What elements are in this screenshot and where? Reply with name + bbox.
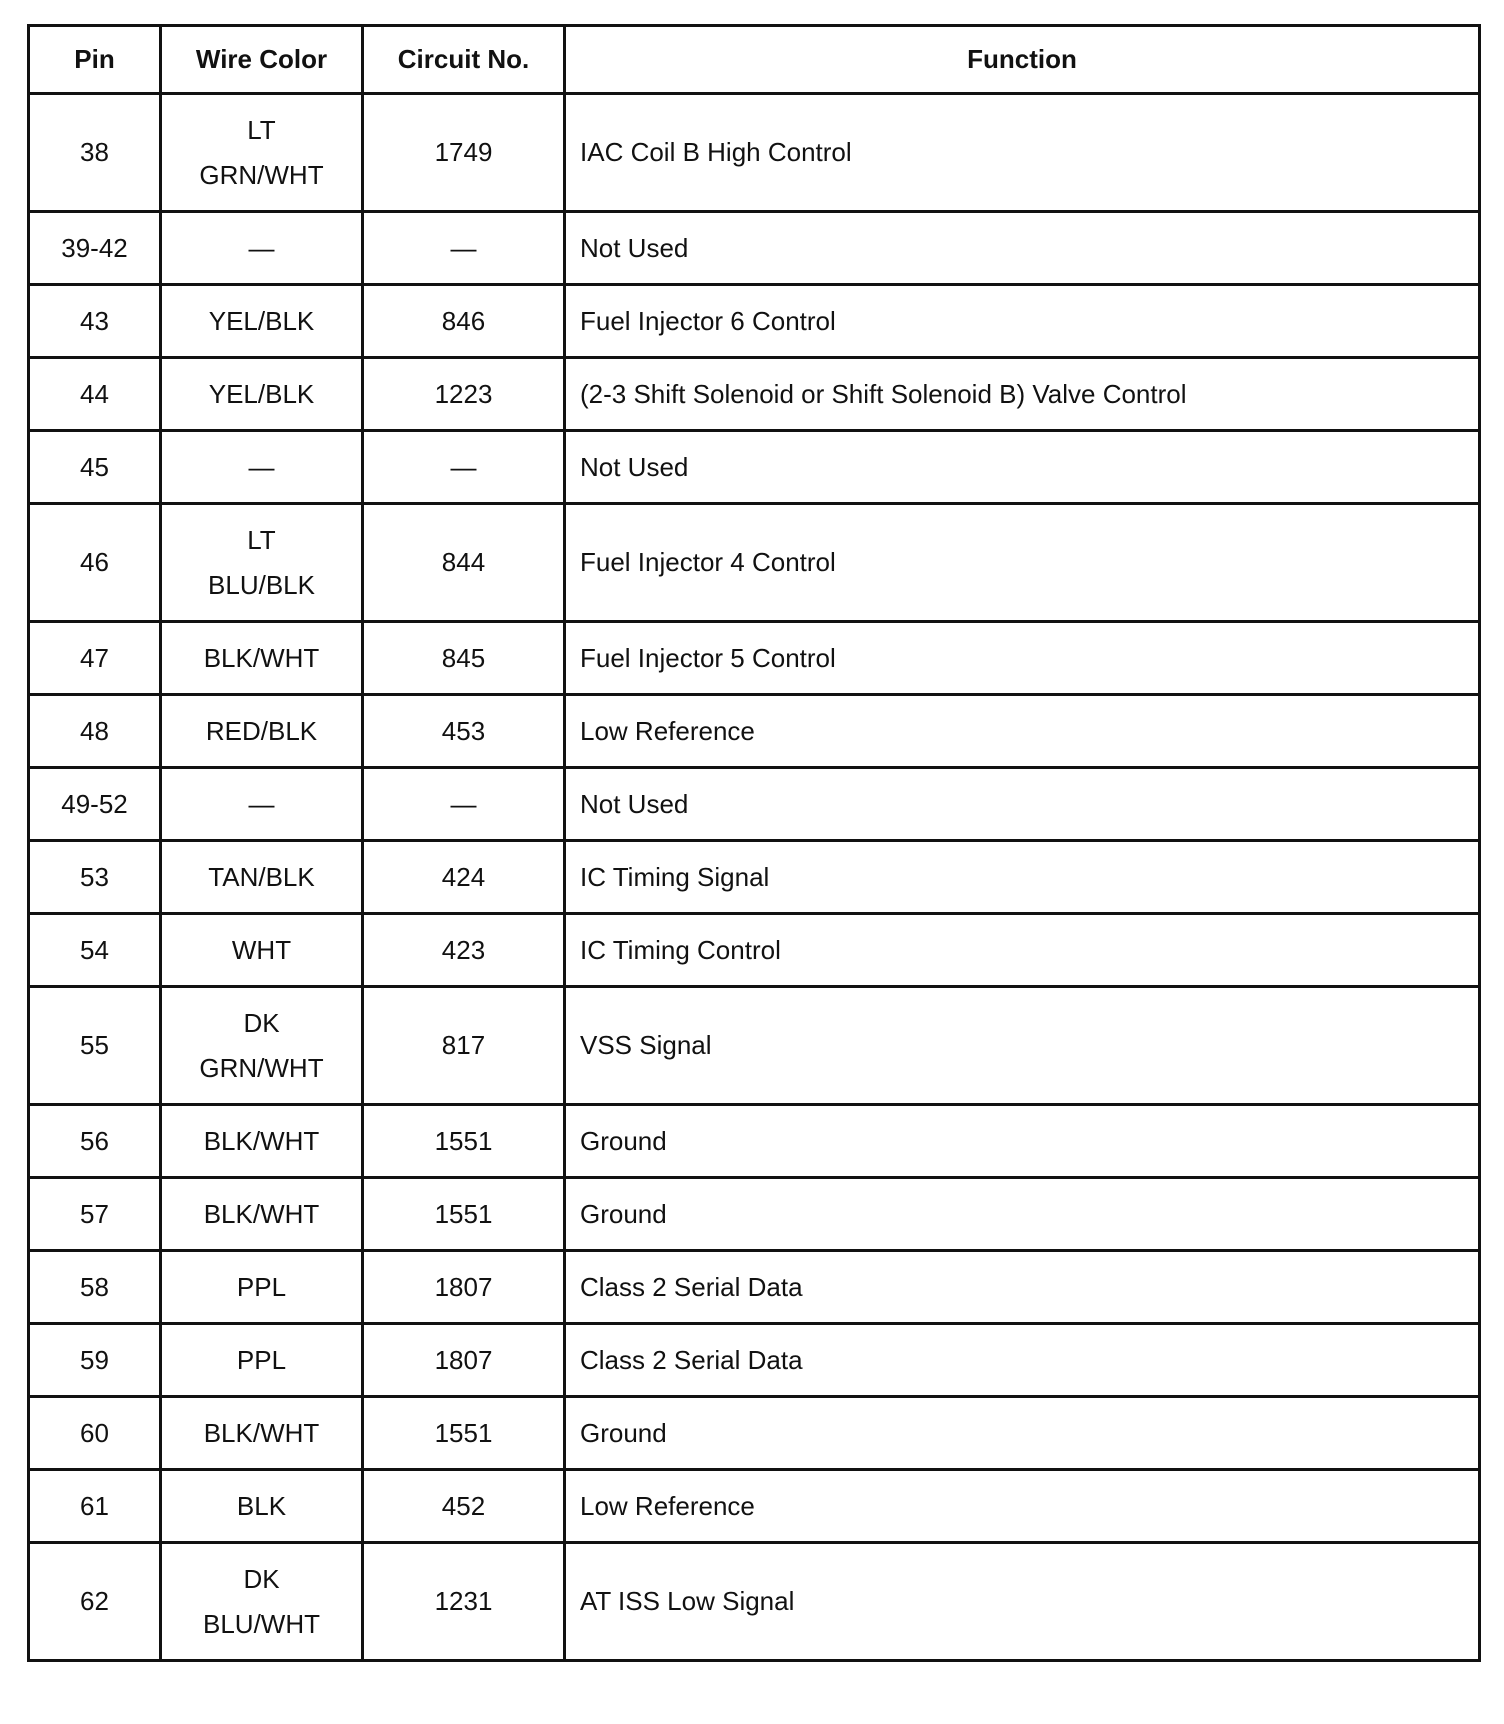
table-row bbox=[29, 841, 1480, 914]
wire-color-line: RED/BLK bbox=[205, 715, 318, 746]
circuit-no-cell: 1749 bbox=[363, 94, 565, 212]
wire-color-line: TAN/BLK bbox=[208, 861, 315, 892]
function-cell: Class 2 Serial Data bbox=[565, 1324, 1480, 1397]
circuit-no-cell: 1807 bbox=[363, 1251, 565, 1324]
circuit-no-cell: 845 bbox=[363, 622, 565, 695]
wire-color-line: PPL bbox=[236, 1344, 287, 1375]
circuit-no-cell: 424 bbox=[363, 841, 565, 914]
circuit-no-cell: 453 bbox=[363, 695, 565, 768]
circuit-no-cell: 1551 bbox=[363, 1178, 565, 1251]
circuit-no-cell: 1551 bbox=[363, 1105, 565, 1178]
wire-color-line: — bbox=[248, 451, 275, 482]
wire-color-cell bbox=[161, 285, 363, 358]
table-row bbox=[29, 622, 1480, 695]
function-cell: Ground bbox=[565, 1397, 1480, 1470]
table-row bbox=[29, 212, 1480, 285]
table-row bbox=[29, 358, 1480, 431]
circuit-no-cell: 844 bbox=[363, 504, 565, 622]
wire-color-line: BLU/WHT bbox=[203, 1608, 320, 1639]
pin-cell: 62 bbox=[29, 1543, 161, 1661]
table-row bbox=[29, 1324, 1480, 1397]
wire-color-cell bbox=[161, 94, 363, 212]
wire-color-line: GRN/WHT bbox=[199, 1052, 324, 1083]
pin-cell: 55 bbox=[29, 987, 161, 1105]
table-row bbox=[29, 94, 1480, 212]
table-row bbox=[29, 1178, 1480, 1251]
pin-cell: 61 bbox=[29, 1470, 161, 1543]
wire-color-cell bbox=[161, 1324, 363, 1397]
circuit-no-cell: 452 bbox=[363, 1470, 565, 1543]
table-row bbox=[29, 285, 1480, 358]
pin-cell: 58 bbox=[29, 1251, 161, 1324]
function-cell: Not Used bbox=[565, 212, 1480, 285]
function-cell: Not Used bbox=[565, 768, 1480, 841]
wire-color-line: — bbox=[248, 232, 275, 263]
pin-cell: 54 bbox=[29, 914, 161, 987]
pin-cell: 45 bbox=[29, 431, 161, 504]
wire-color-line: WHT bbox=[231, 934, 292, 965]
table-row bbox=[29, 1543, 1480, 1661]
wire-color-cell bbox=[161, 987, 363, 1105]
function-cell: IAC Coil B High Control bbox=[565, 94, 1480, 212]
header-function: Function bbox=[565, 26, 1480, 94]
pin-cell: 48 bbox=[29, 695, 161, 768]
header-wire-color: Wire Color bbox=[161, 26, 363, 94]
wire-color-cell bbox=[161, 1178, 363, 1251]
circuit-no-cell: 846 bbox=[363, 285, 565, 358]
pin-cell: 56 bbox=[29, 1105, 161, 1178]
function-cell: Low Reference bbox=[565, 695, 1480, 768]
wire-color-line: — bbox=[248, 788, 275, 819]
circuit-no-cell: 817 bbox=[363, 987, 565, 1105]
wire-color-line: BLU/BLK bbox=[208, 569, 315, 600]
table-row bbox=[29, 1470, 1480, 1543]
wire-color-line: BLK/WHT bbox=[203, 1198, 320, 1229]
circuit-no-cell: 1551 bbox=[363, 1397, 565, 1470]
wire-color-line: DK bbox=[243, 1007, 280, 1038]
circuit-no-cell: 1223 bbox=[363, 358, 565, 431]
circuit-no-cell: — bbox=[363, 431, 565, 504]
circuit-no-cell: — bbox=[363, 212, 565, 285]
header-circuit-no: Circuit No. bbox=[363, 26, 565, 94]
function-cell: AT ISS Low Signal bbox=[565, 1543, 1480, 1661]
pin-cell: 57 bbox=[29, 1178, 161, 1251]
wire-color-line: BLK/WHT bbox=[203, 642, 320, 673]
table-body bbox=[29, 94, 1480, 1661]
wire-color-line: LT bbox=[247, 114, 276, 145]
wire-color-line: GRN/WHT bbox=[199, 159, 324, 190]
table-row bbox=[29, 914, 1480, 987]
table-row bbox=[29, 987, 1480, 1105]
pin-cell: 44 bbox=[29, 358, 161, 431]
wire-color-line: BLK bbox=[236, 1490, 287, 1521]
function-cell: Low Reference bbox=[565, 1470, 1480, 1543]
header-pin: Pin bbox=[29, 26, 161, 94]
table-row bbox=[29, 504, 1480, 622]
wire-color-line: BLK/WHT bbox=[203, 1417, 320, 1448]
circuit-no-cell: — bbox=[363, 768, 565, 841]
wire-color-cell bbox=[161, 1251, 363, 1324]
pin-cell: 53 bbox=[29, 841, 161, 914]
wire-color-cell bbox=[161, 358, 363, 431]
table-row bbox=[29, 431, 1480, 504]
wire-color-cell bbox=[161, 768, 363, 841]
wire-color-cell bbox=[161, 1470, 363, 1543]
wire-color-line: YEL/BLK bbox=[208, 305, 315, 336]
function-cell: (2-3 Shift Solenoid or Shift Solenoid B) Valve Control bbox=[565, 358, 1480, 431]
pin-cell: 38 bbox=[29, 94, 161, 212]
wire-color-cell bbox=[161, 1397, 363, 1470]
pin-cell: 49-52 bbox=[29, 768, 161, 841]
table-row bbox=[29, 1105, 1480, 1178]
circuit-no-cell: 1231 bbox=[363, 1543, 565, 1661]
pin-cell: 47 bbox=[29, 622, 161, 695]
function-cell: Ground bbox=[565, 1178, 1480, 1251]
function-cell: Class 2 Serial Data bbox=[565, 1251, 1480, 1324]
wire-color-cell bbox=[161, 1105, 363, 1178]
table-row bbox=[29, 1251, 1480, 1324]
function-cell: IC Timing Control bbox=[565, 914, 1480, 987]
wire-color-cell bbox=[161, 914, 363, 987]
function-cell: IC Timing Signal bbox=[565, 841, 1480, 914]
pin-cell: 39-42 bbox=[29, 212, 161, 285]
pin-function-table bbox=[27, 24, 1481, 1662]
table-row bbox=[29, 1397, 1480, 1470]
wire-color-cell bbox=[161, 841, 363, 914]
wire-color-line: BLK/WHT bbox=[203, 1125, 320, 1156]
pin-cell: 43 bbox=[29, 285, 161, 358]
circuit-no-cell: 423 bbox=[363, 914, 565, 987]
function-cell: Ground bbox=[565, 1105, 1480, 1178]
table-row bbox=[29, 695, 1480, 768]
wire-color-cell bbox=[161, 695, 363, 768]
wire-color-cell bbox=[161, 212, 363, 285]
wire-color-cell bbox=[161, 622, 363, 695]
wire-color-cell bbox=[161, 431, 363, 504]
pin-cell: 60 bbox=[29, 1397, 161, 1470]
table-row bbox=[29, 768, 1480, 841]
pin-cell: 46 bbox=[29, 504, 161, 622]
table-header-row bbox=[29, 26, 1480, 94]
wire-color-line: YEL/BLK bbox=[208, 378, 315, 409]
function-cell: Fuel Injector 6 Control bbox=[565, 285, 1480, 358]
wire-color-line: PPL bbox=[236, 1271, 287, 1302]
circuit-no-cell: 1807 bbox=[363, 1324, 565, 1397]
pin-cell: 59 bbox=[29, 1324, 161, 1397]
function-cell: Fuel Injector 4 Control bbox=[565, 504, 1480, 622]
function-cell: Not Used bbox=[565, 431, 1480, 504]
wire-color-line: DK bbox=[243, 1563, 280, 1594]
function-cell: Fuel Injector 5 Control bbox=[565, 622, 1480, 695]
wire-color-line: LT bbox=[247, 524, 276, 555]
wire-color-cell bbox=[161, 1543, 363, 1661]
wire-color-cell bbox=[161, 504, 363, 622]
function-cell: VSS Signal bbox=[565, 987, 1480, 1105]
